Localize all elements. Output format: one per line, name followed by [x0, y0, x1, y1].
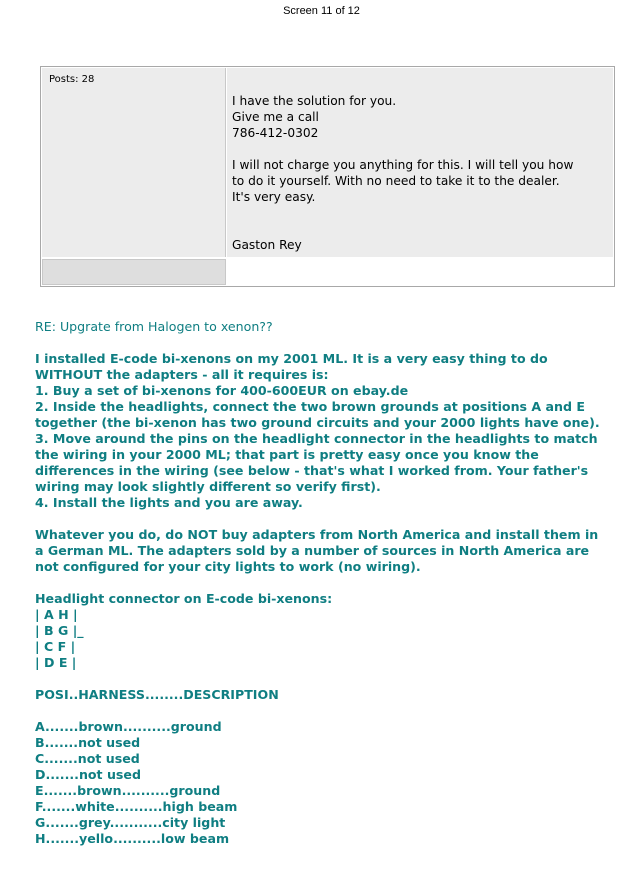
- post-line: It's very easy.: [232, 190, 316, 204]
- reply-line: WITHOUT the adapters - all it requires is:: [35, 367, 329, 382]
- harness-row: E.......brown..........ground: [35, 783, 221, 798]
- connector-row: | B G |_: [35, 623, 84, 638]
- reply-warning-line: a German ML. The adapters sold by a number of sources in North America are: [35, 543, 590, 558]
- harness-row: A.......brown..........ground: [35, 719, 222, 734]
- post-line: I have the solution for you.: [232, 94, 397, 108]
- connector-heading: Headlight connector on E-code bi-xenons:: [35, 591, 333, 606]
- reply-post: [35, 319, 635, 847]
- reply-line: the wiring in your 2000 ML; that part is pretty easy once you know the: [35, 447, 539, 462]
- reply-line: I installed E-code bi-xenons on my 2001 ML. It is a very easy thing to do: [35, 351, 548, 366]
- forum-post: [40, 66, 615, 287]
- post-content-panel: [227, 68, 613, 257]
- harness-row: D.......not used: [35, 767, 141, 782]
- connector-row: | A H |: [35, 607, 78, 622]
- harness-row: F.......white..........high beam: [35, 799, 238, 814]
- posts-count: Posts: 28: [49, 74, 95, 85]
- harness-row: C.......not used: [35, 751, 140, 766]
- post-line: Give me a call: [232, 110, 319, 124]
- connector-row: | D E |: [35, 655, 77, 670]
- reply-line: 4. Install the lights and you are away.: [35, 495, 303, 510]
- connector-row: | C F |: [35, 639, 76, 654]
- post-line: I will not charge you anything for this. I will tell you how: [232, 158, 574, 172]
- post-body: [232, 93, 612, 253]
- reply-line: 3. Move around the pins on the headlight connector in the headlights to match: [35, 431, 598, 446]
- post-phone: 786-412-0302: [232, 126, 319, 140]
- post-author-panel: [42, 68, 226, 257]
- harness-table-header: POSI..HARNESS........DESCRIPTION: [35, 687, 279, 702]
- reply-line: together (the bi-xenon has two ground circuits and your 2000 lights have one).: [35, 415, 600, 430]
- post-signature: Gaston Rey: [232, 238, 302, 252]
- reply-line: wiring may look slightly different so verify first).: [35, 479, 381, 494]
- post-footer-cell: [42, 259, 226, 285]
- screen-label: Screen 11 of 12: [283, 5, 360, 17]
- harness-row: H.......yello..........low beam: [35, 831, 230, 846]
- reply-warning-line: Whatever you do, do NOT buy adapters from North America and install them in: [35, 527, 599, 542]
- reply-line: 2. Inside the headlights, connect the two brown grounds at positions A and E: [35, 399, 586, 414]
- reply-line: 1. Buy a set of bi-xenons for 400-600EUR on ebay.de: [35, 383, 409, 398]
- harness-row: B.......not used: [35, 735, 141, 750]
- reply-warning-line: not configured for your city lights to work (no wiring).: [35, 559, 421, 574]
- reply-line: differences in the wiring (see below - that's what I worked from. Your father's: [35, 463, 589, 478]
- harness-row: G.......grey...........city light: [35, 815, 226, 830]
- reply-subject: RE: Upgrate from Halogen to xenon??: [35, 319, 273, 334]
- post-line: to do it yourself. With no need to take it to the dealer.: [232, 174, 560, 188]
